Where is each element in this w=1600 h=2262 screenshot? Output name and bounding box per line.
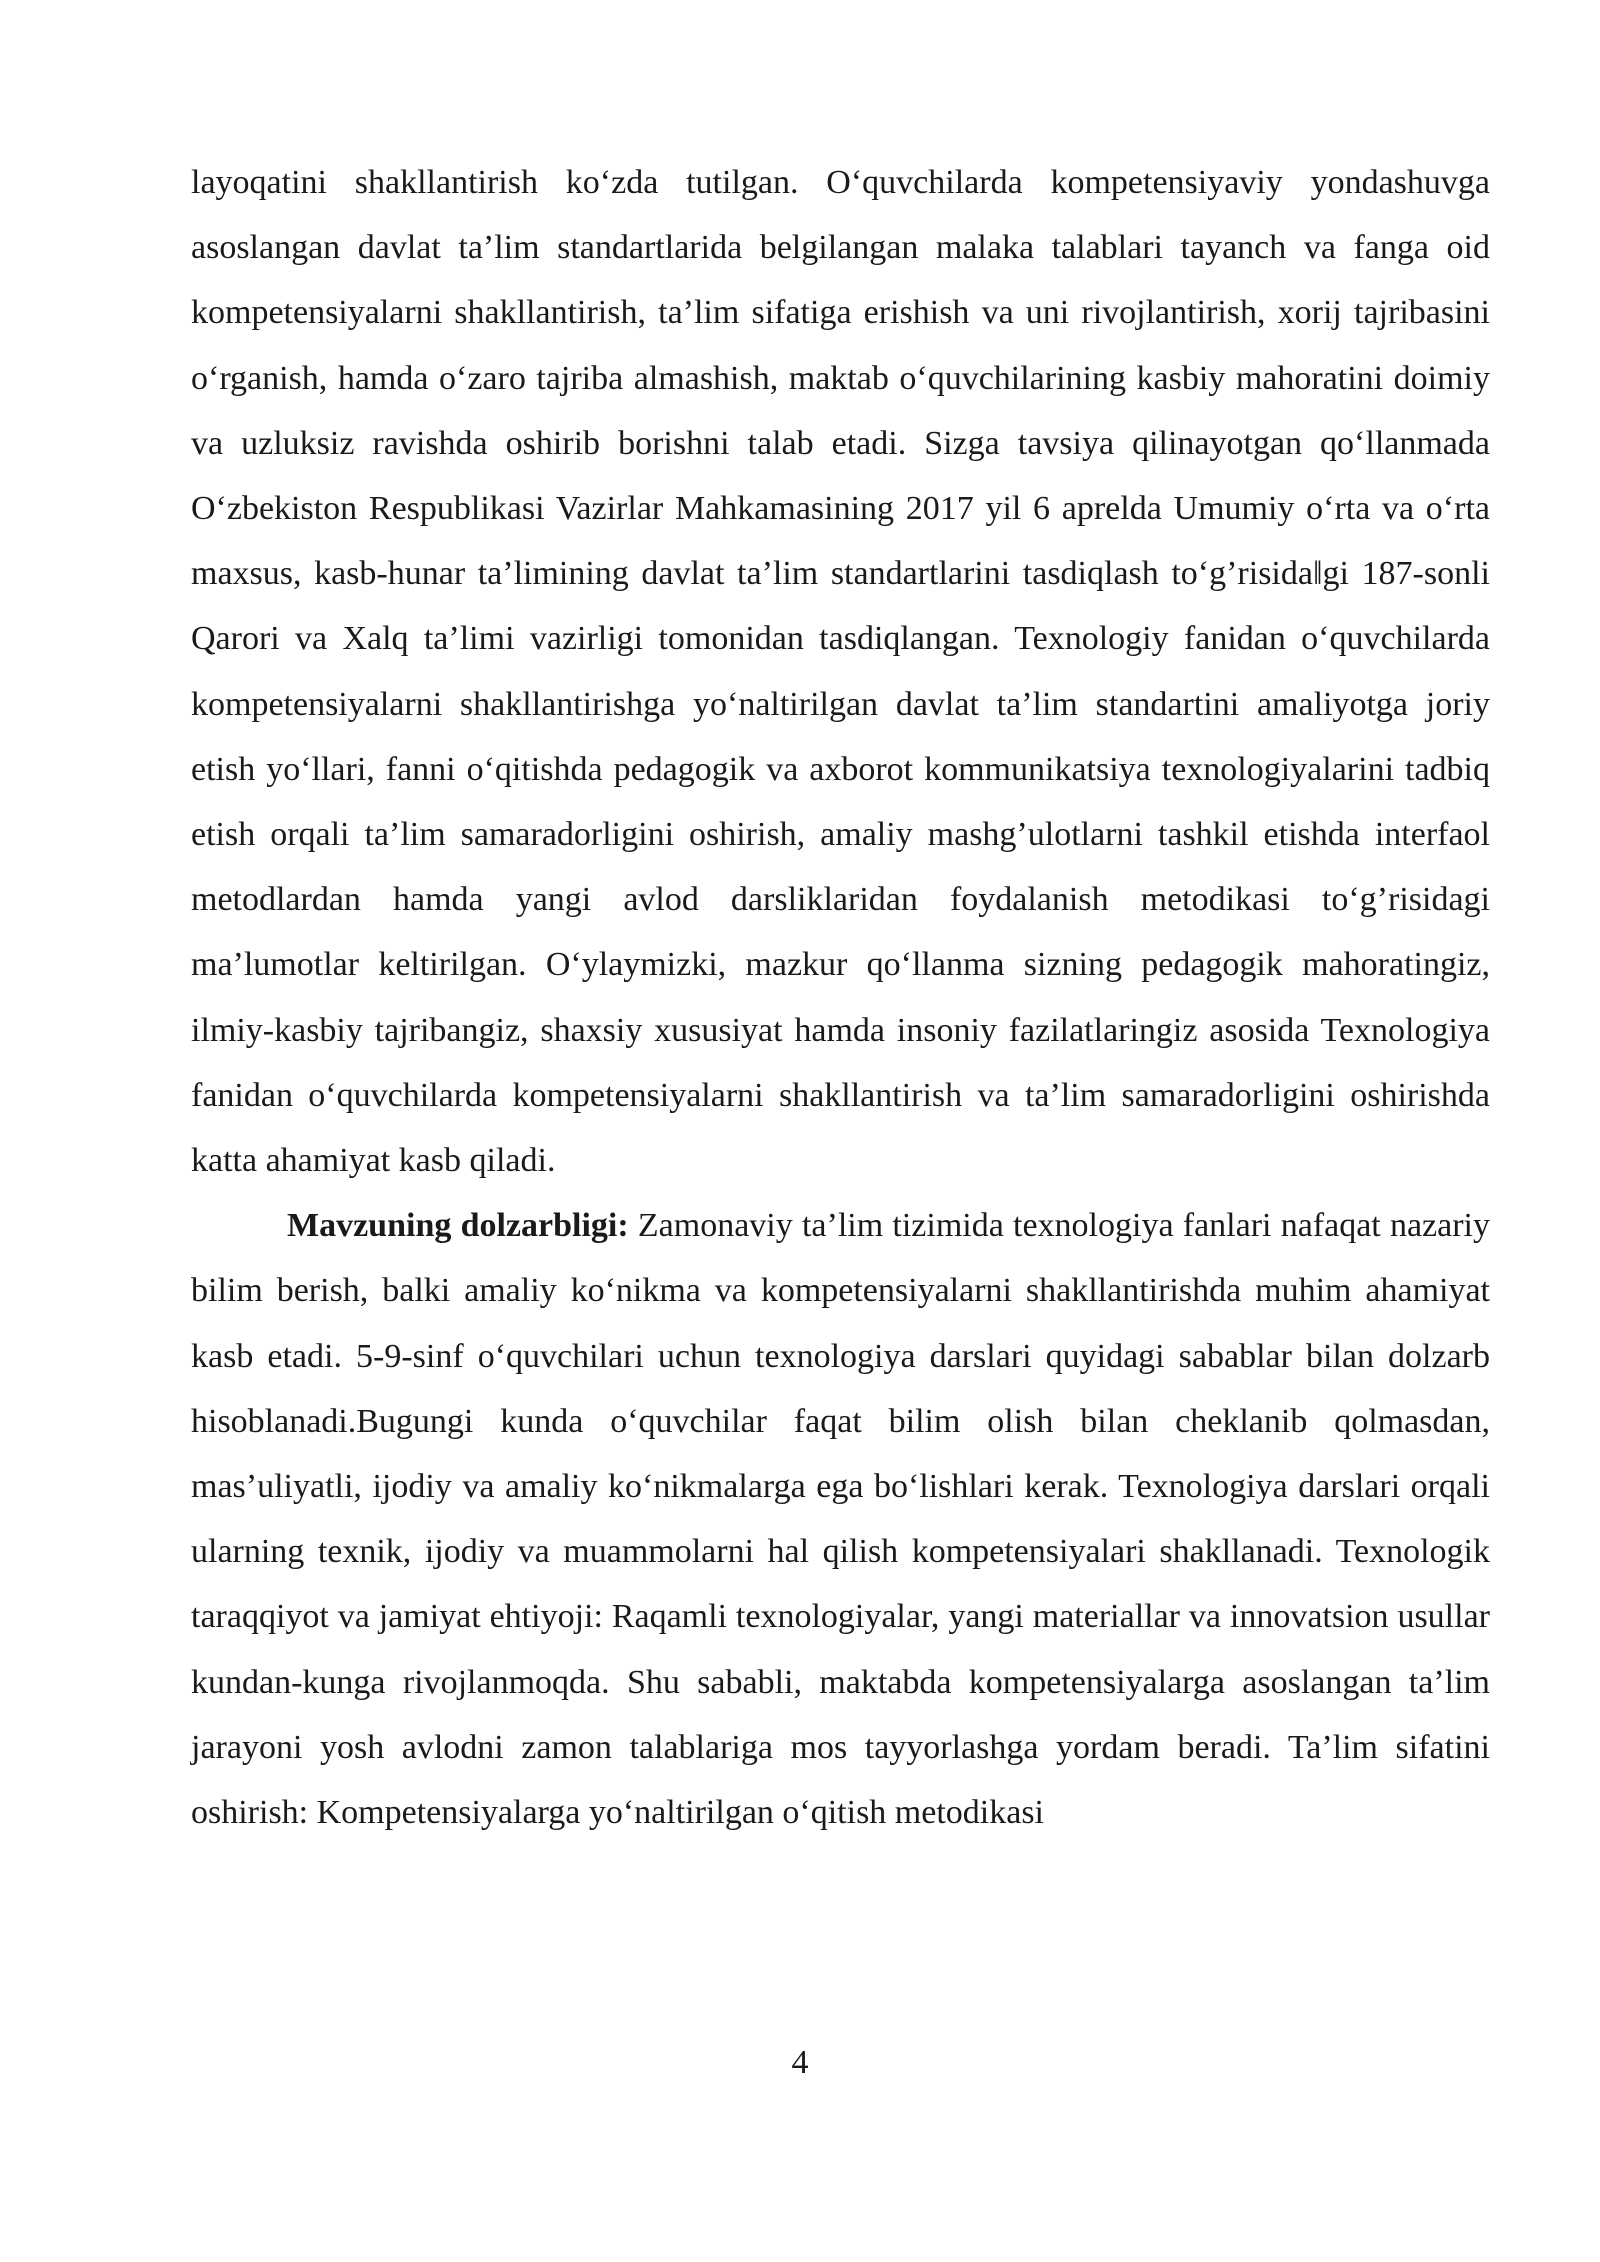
section-heading: Mavzuning dolzarbligi: [287, 1207, 629, 1245]
body-text [191, 150, 1490, 1845]
paragraph-relevance-body: Zamonaviy ta’lim tizimida texnologiya fanlari nafaqat nazariy bilim berish, balki amaliy ko‘nikma va kompetensiyalarni shakllantirishda muhim ahamiyat kasb etadi. 5-9-sinf o‘quvchilari uchun texnologiya darslari quyidagi sabablar bilan dolzarb hisoblanadi.Bugungi kunda o‘quvchilar faqat bilim olish bilan cheklanib qolmasdan, mas’uliyatli, ijodiy va amaliy ko‘nikmalarga ega bo‘lishlari kerak. Texnologiya darslari orqali ularning texnik, ijodiy va muammolarni hal qilish kompetensiyalari shakllanadi. Texnologik taraqqiyot va jamiyat ehtiyoji: Raqamli texnologiyalar, yangi materiallar va innovatsion usullar kundan-kunga rivojlanmoqda. Shu sababli, maktabda kompetensiyalarga asoslangan ta’lim jarayoni yosh avlodni zamon talablariga mos tayyorlashga yordam beradi. Ta’lim sifatini oshirish: Kompetensiyalarga yo‘naltirilgan o‘qitish metodikasi [191, 1207, 1490, 1832]
paragraph-relevance [191, 1193, 1490, 1845]
paragraph-intro: layoqatini shakllantirish ko‘zda tutilgan. O‘quvchilarda kompetensiyaviy yondashuvga asoslangan davlat ta’lim standartlarida belgilangan malaka talablari tayanch va fanga oid kompetensiyalarni shakllantirish, ta’lim sifatiga erishish va uni rivojlantirish, xorij tajribasini o‘rganish, hamda o‘zaro tajriba almashish, maktab o‘quvchilarining kasbiy mahoratini doimiy va uzluksiz ravishda oshirib borishni talab etadi. Sizga tavsiya qilinayotgan qo‘llanmada O‘zbekiston Respublikasi Vazirlar Mahkamasining 2017 yil 6 aprelda Umumiy o‘rta va o‘rta maxsus, kasb-hunar ta’limining davlat ta’lim standartlarini tasdiqlash to‘g’risida‖gi 187-sonli Qarori va Xalq ta’limi vazirligi tomonidan tasdiqlangan. Texnologiy fanidan o‘quvchilarda kompetensiyalarni shakllantirishga yo‘naltirilgan davlat ta’lim standartini amaliyotga joriy etish yo‘llari, fanni o‘qitishda pedagogik va axborot kommunikatsiya texnologiyalarini tadbiq etish orqali ta’lim samaradorligini oshirish, amaliy mashg’ulotlarni tashkil etishda interfaol metodlardan hamda yangi avlod darsliklaridan foydalanish metodikasi to‘g’risidagi ma’lumotlar keltirilgan. O‘ylaymizki, mazkur qo‘llanma sizning pedagogik mahoratingiz, ilmiy-kasbiy tajribangiz, shaxsiy xususiyat hamda insoniy fazilatlaringiz asosida Texnologiya fanidan o‘quvchilarda kompetensiyalarni shakllantirish va ta’lim samaradorligini oshirishda katta ahamiyat kasb qiladi. [191, 164, 1490, 1180]
page-number: 4 [791, 2044, 809, 2081]
